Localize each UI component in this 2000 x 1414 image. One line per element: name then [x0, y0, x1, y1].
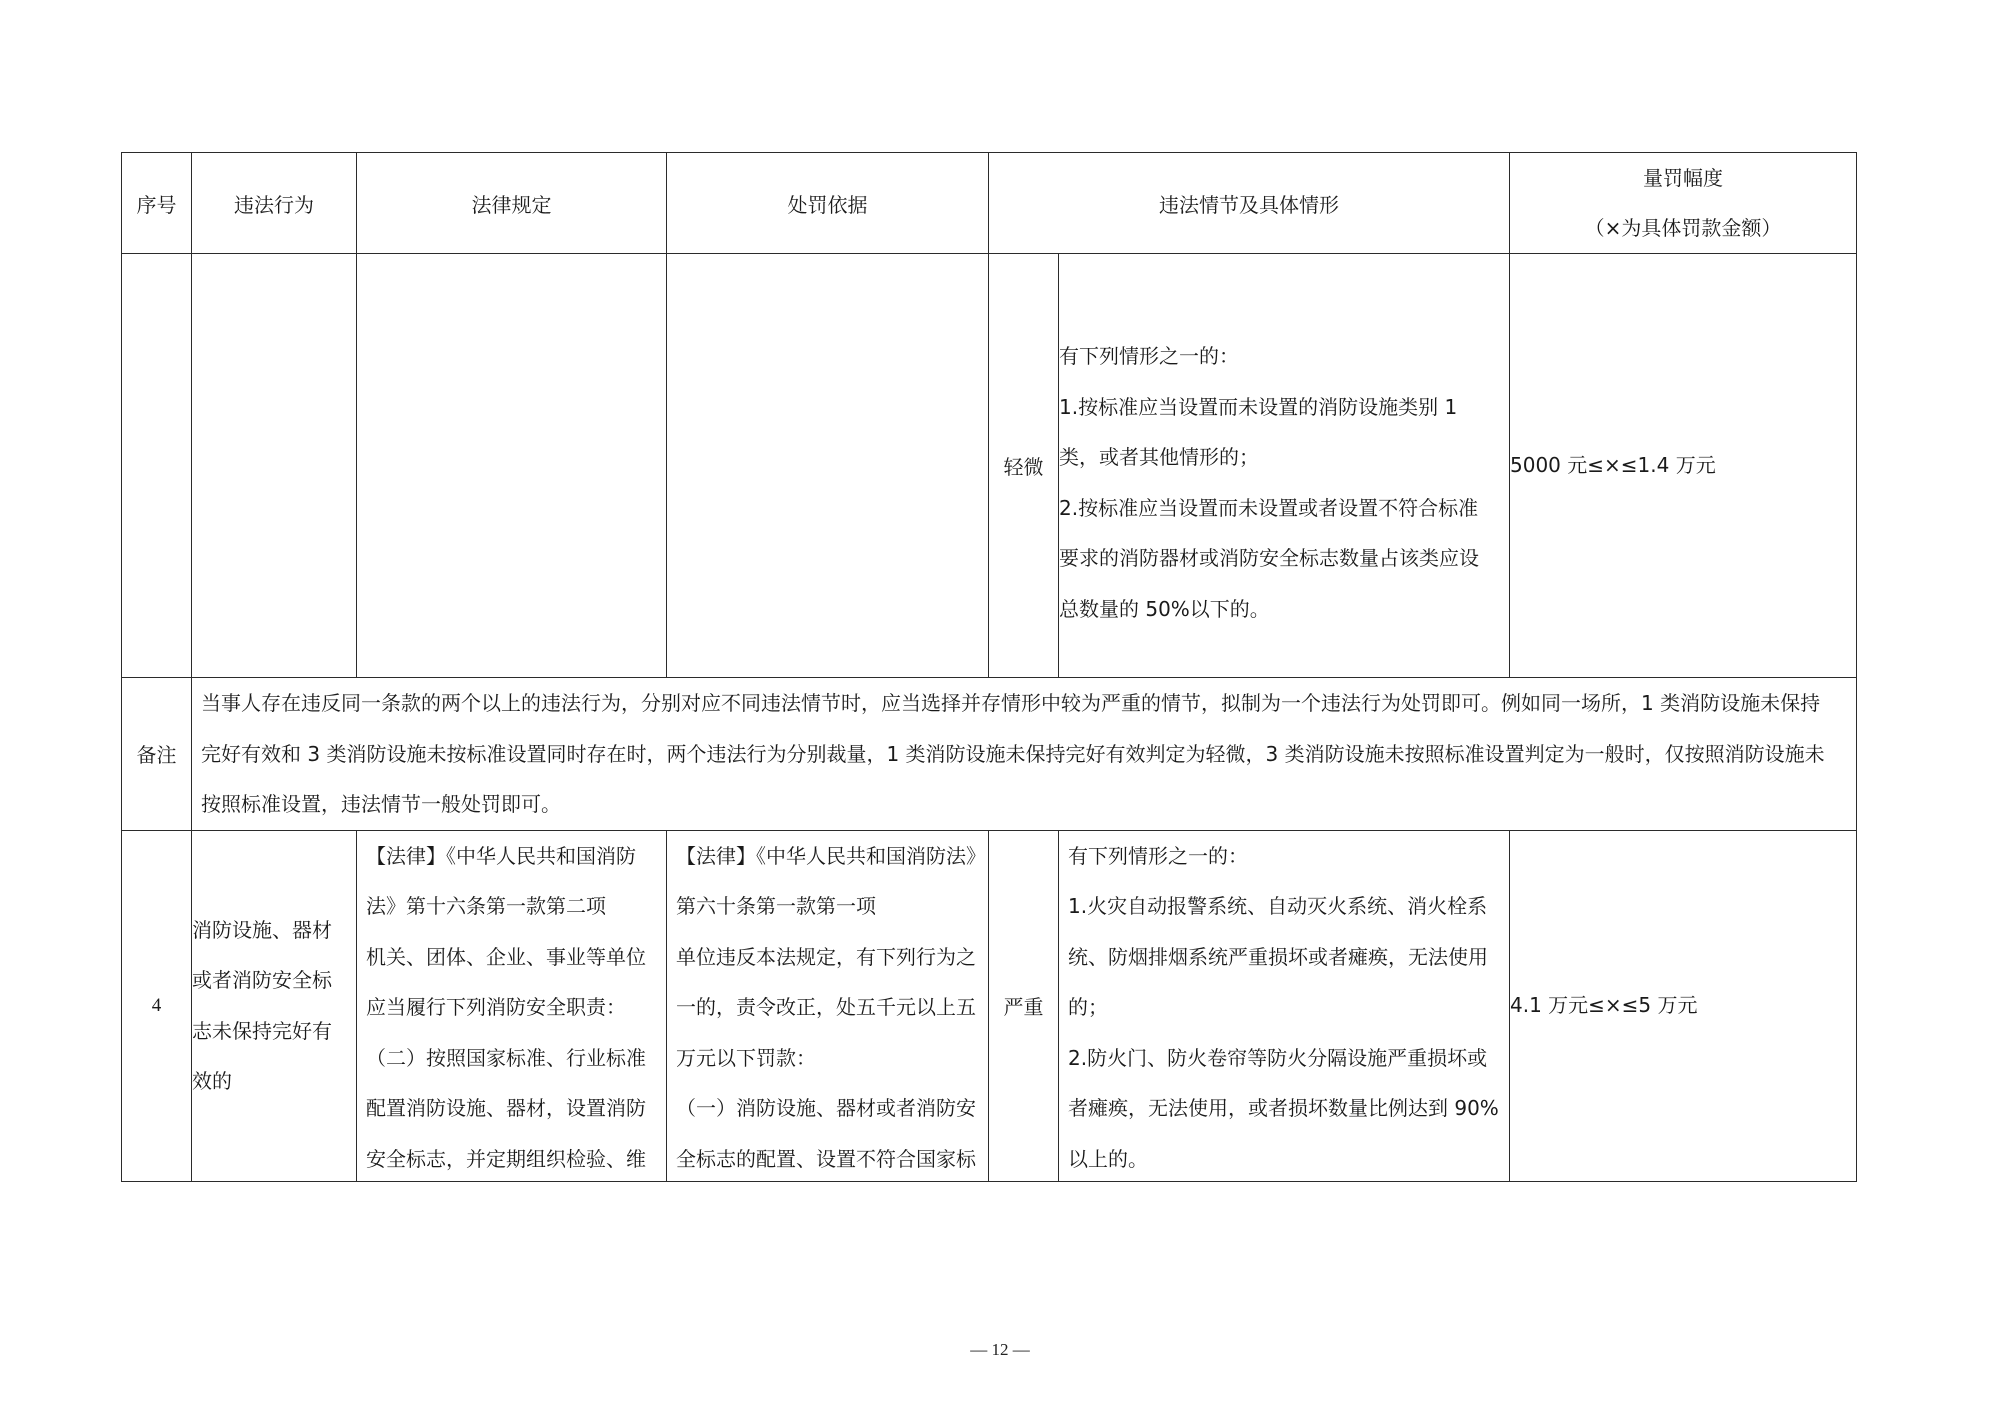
- desc-line: 总数量的 50%以下的。: [1059, 596, 1270, 621]
- cell-seq-4: 4: [122, 830, 192, 1181]
- violation-line: 效的: [192, 1069, 232, 1093]
- desc-line: 要求的消防器材或消防安全标志数量占该类应设: [1059, 546, 1479, 570]
- table-header-row: [122, 153, 1857, 254]
- legal-line: 安全标志，并定期组织检验、维: [366, 1146, 646, 1171]
- violation-line: 消防设施、器材: [192, 917, 332, 942]
- header-penalty-range-note: （×为具体罚款金额）: [1584, 216, 1782, 240]
- desc-line: 有下列情形之一的：: [1068, 843, 1248, 868]
- table-row-note: [122, 678, 1857, 831]
- cell-circumstances-minor: [1059, 254, 1510, 678]
- cell-range-severe: 4.1 万元≤×≤5 万元: [1510, 830, 1857, 1181]
- page-number: — 12 —: [970, 1340, 1030, 1359]
- header-penalty-range-title: 量罚幅度: [1643, 166, 1723, 190]
- header-legal-provision: 法律规定: [357, 153, 667, 254]
- desc-line: 有下列情形之一的：: [1059, 344, 1239, 368]
- desc-line: 类，或者其他情形的；: [1059, 445, 1259, 469]
- table-row-continuation: [122, 254, 1857, 678]
- cell-level-severe: 严重: [989, 830, 1059, 1181]
- header-seq: 序号: [122, 153, 192, 254]
- legal-line: （二）按照国家标准、行业标准: [366, 1045, 646, 1070]
- penalty-table: [121, 152, 1857, 1182]
- cell-circumstances-severe: [1059, 830, 1510, 1181]
- cell-legal-empty: [357, 254, 667, 678]
- basis-line: （一）消防设施、器材或者消防安: [676, 1096, 976, 1120]
- note-line: 当事人存在违反同一条款的两个以上的违法行为，分别对应不同违法情节时，应当选择并存情形中较为严重的情节，拟制为一个违法行为处罚即可。例如同一场所，1 类消防设施未保持: [201, 691, 1821, 715]
- legal-line: 法》第十六条第一款第二项: [366, 894, 606, 918]
- cell-level-minor: 轻微: [989, 254, 1059, 678]
- legal-line: 机关、团体、企业、事业等单位: [366, 944, 646, 969]
- basis-line: 第六十条第一款第一项: [676, 894, 876, 918]
- desc-line: 者瘫痪，无法使用，或者损坏数量比例达到 90%: [1068, 1096, 1499, 1120]
- desc-line: 的；: [1068, 995, 1108, 1019]
- basis-line: 单位违反本法规定，有下列行为之: [676, 944, 976, 969]
- legal-line: 应当履行下列消防安全职责：: [366, 995, 626, 1019]
- cell-basis-4: [667, 830, 989, 1181]
- basis-line: 全标志的配置、设置不符合国家标: [676, 1146, 976, 1171]
- cell-legal-4: [357, 830, 667, 1181]
- note-line: 完好有效和 3 类消防设施未按标准设置同时存在时，两个违法行为分别裁量，1 类消防设施未保持完好有效判定为轻微，3 类消防设施未按照标准设置判定为一般时，仅按照消防设施未: [201, 741, 1825, 766]
- legal-line: 【法律】《中华人民共和国消防: [366, 843, 636, 868]
- header-penalty-range: [1510, 153, 1857, 254]
- desc-line: 2.按标准应当设置而未设置或者设置不符合标准: [1059, 495, 1479, 520]
- table-row-4: [122, 830, 1857, 1181]
- violation-line: 志未保持完好有: [192, 1018, 332, 1043]
- cell-violation-4: [192, 830, 357, 1181]
- desc-line: 1.按标准应当设置而未设置的消防设施类别 1: [1059, 394, 1458, 419]
- cell-basis-empty: [667, 254, 989, 678]
- header-penalty-basis: 处罚依据: [667, 153, 989, 254]
- note-content: [192, 678, 1857, 831]
- header-violation: 违法行为: [192, 153, 357, 254]
- desc-line: 以上的。: [1068, 1146, 1148, 1171]
- violation-line: 或者消防安全标: [192, 968, 332, 992]
- cell-seq-empty: [122, 254, 192, 678]
- header-circumstances: 违法情节及具体情形: [989, 153, 1510, 254]
- desc-line: 2.防火门、防火卷帘等防火分隔设施严重损坏或: [1068, 1045, 1488, 1070]
- desc-line: 统、防烟排烟系统严重损坏或者瘫痪，无法使用: [1068, 944, 1488, 969]
- basis-line: 万元以下罚款：: [676, 1045, 816, 1070]
- note-line: 按照标准设置，违法情节一般处罚即可。: [201, 792, 561, 816]
- desc-line: 1.火灾自动报警系统、自动灭火系统、消火栓系: [1068, 894, 1488, 918]
- cell-range-minor: 5000 元≤×≤1.4 万元: [1510, 254, 1857, 678]
- basis-line: 【法律】《中华人民共和国消防法》: [676, 843, 986, 868]
- legal-line: 配置消防设施、器材，设置消防: [366, 1096, 646, 1120]
- note-label: 备注: [122, 678, 192, 831]
- basis-line: 一的，责令改正，处五千元以上五: [676, 995, 976, 1019]
- cell-violation-empty: [192, 254, 357, 678]
